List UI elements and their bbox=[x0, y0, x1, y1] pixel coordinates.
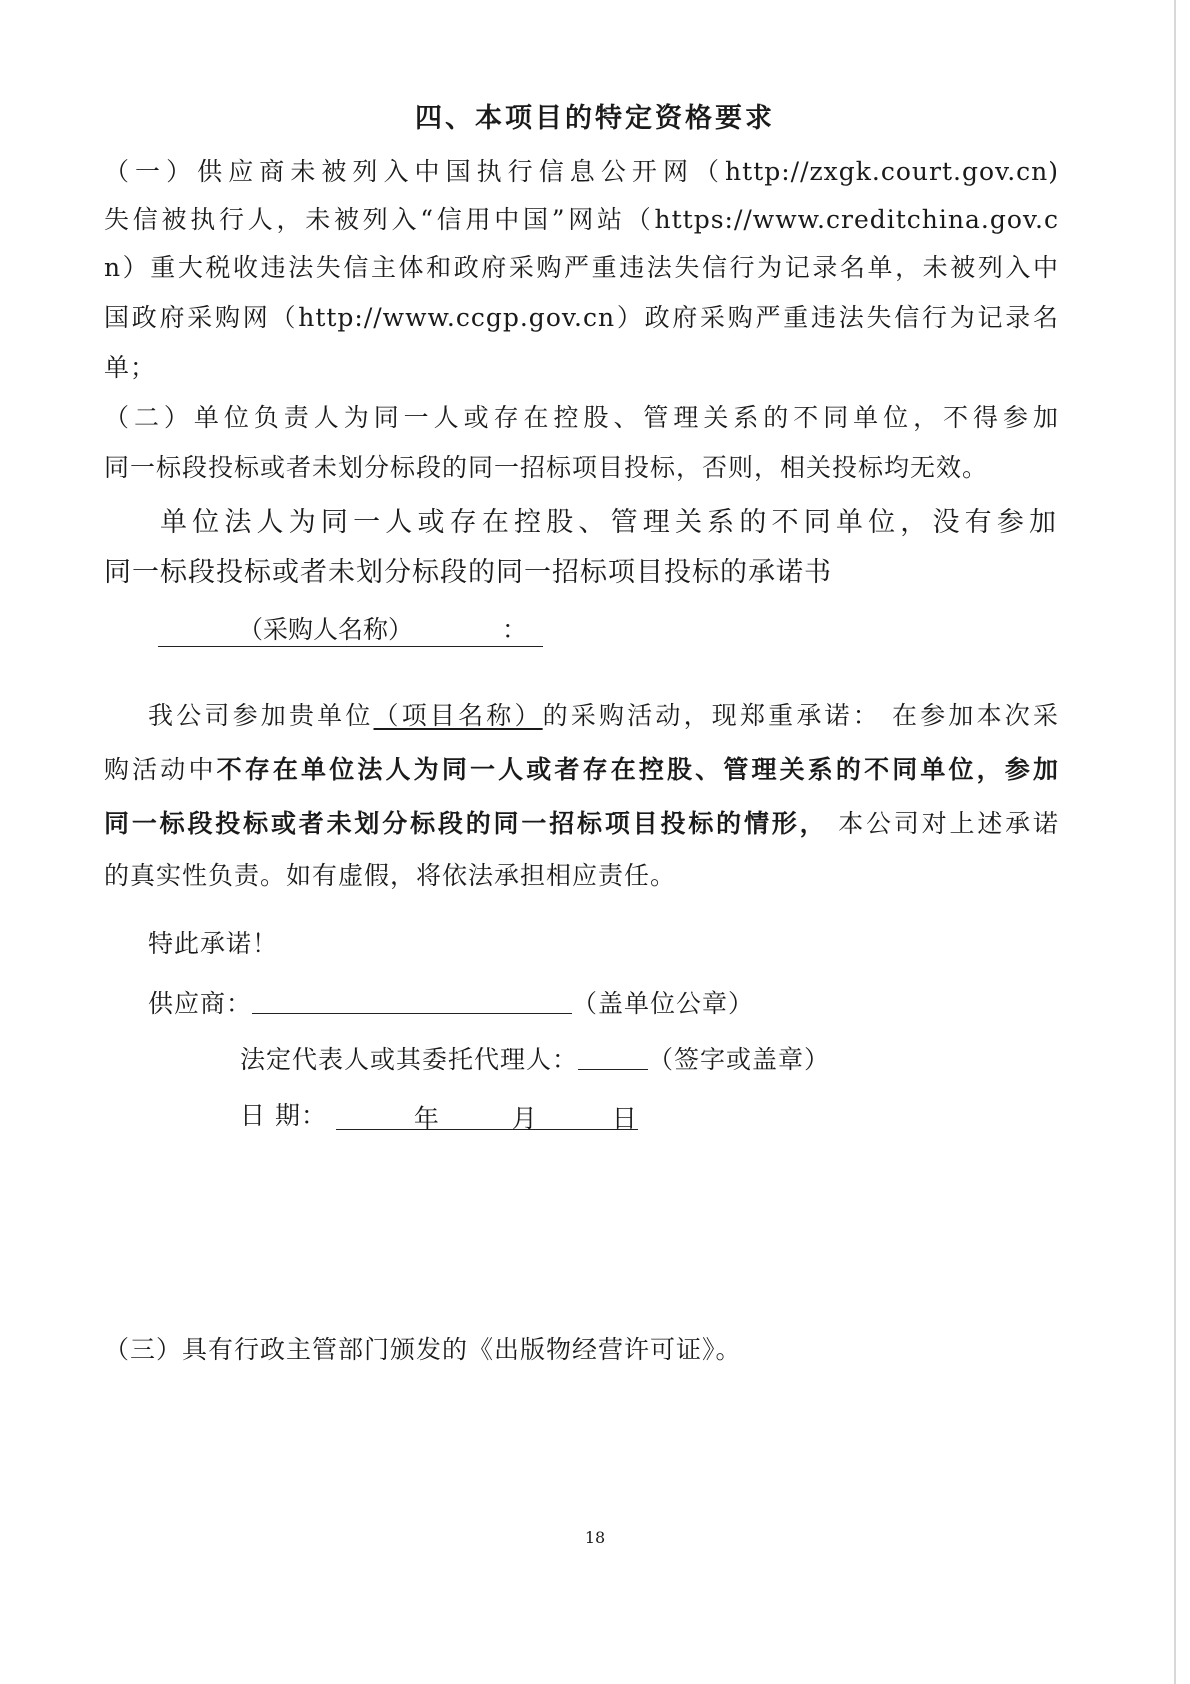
section-title: 四、本项目的特定资格要求 bbox=[415, 103, 775, 134]
page-number: 18 bbox=[584, 1528, 606, 1547]
representative-row bbox=[240, 1040, 830, 1076]
clause-1-line: （一）供应商未被列入中国执行信息公开网（http://zxgk.court.gov.cn) bbox=[104, 157, 1059, 186]
supplier-signature-blank bbox=[252, 987, 572, 1014]
date-month: 月 bbox=[511, 1104, 538, 1133]
date-row bbox=[240, 1096, 638, 1132]
clause-1-line: 失信被执行人，未被列入“信用中国”网站（https://www.creditchina.gov.c bbox=[104, 205, 1059, 234]
supplier-row bbox=[148, 984, 754, 1020]
date-blank bbox=[336, 1099, 638, 1133]
representative-signature-blank bbox=[578, 1043, 648, 1070]
project-name-placeholder: （项目名称） bbox=[373, 701, 543, 730]
clause-1-line: n）重大税收违法失信主体和政府采购严重违法失信行为记录名单，未被列入中 bbox=[104, 253, 1059, 282]
body-bold-statement: 不存在单位法人为同一人或者存在控股、管理关系的不同单位，参加 bbox=[216, 755, 1059, 784]
commitment-body-line bbox=[104, 804, 1059, 840]
date-day: 日 bbox=[611, 1104, 638, 1133]
commitment-heading-line: 同一标段投标或者未划分标段的同一招标项目投标的承诺书 bbox=[104, 557, 832, 588]
date-year: 年 bbox=[413, 1104, 440, 1133]
commitment-body-line bbox=[104, 750, 1059, 786]
body-after-project: 的采购活动，现郑重承诺： 在参加本次采 bbox=[542, 701, 1059, 730]
representative-label: 法定代表人或其委托代理人： bbox=[240, 1045, 579, 1074]
clause-2-line: （二）单位负责人为同一人或存在控股、管理关系的不同单位，不得参加 bbox=[104, 403, 1059, 432]
addressee-colon: ： bbox=[501, 615, 527, 644]
clause-1-line: 单； bbox=[104, 353, 157, 382]
commitment-body-line bbox=[148, 696, 1059, 732]
clause-2-line: 同一标段投标或者未划分标段的同一招标项目投标，否则，相关投标均无效。 bbox=[104, 453, 989, 482]
closing-text: 特此承诺！ bbox=[148, 929, 279, 958]
body-bold-statement: 同一标段投标或者未划分标段的同一招标项目投标的情形， bbox=[104, 809, 828, 838]
commitment-heading-line: 单位法人为同一人或存在控股、管理关系的不同单位，没有参加 bbox=[160, 507, 1057, 538]
body-intro: 我公司参加贵单位 bbox=[148, 701, 374, 730]
representative-note: （签字或盖章） bbox=[648, 1045, 831, 1074]
clause-3: （三）具有行政主管部门颁发的《出版物经营许可证》。 bbox=[104, 1335, 742, 1364]
supplier-label: 供应商： bbox=[148, 989, 253, 1018]
commitment-body-line: 的真实性负责。如有虚假，将依法承担相应责任。 bbox=[104, 861, 677, 890]
addressee-name: （采购人名称） bbox=[238, 615, 414, 644]
supplier-note: （盖单位公章） bbox=[572, 989, 755, 1018]
date-label: 日 期： bbox=[240, 1101, 327, 1130]
scan-edge-line bbox=[1174, 0, 1176, 1684]
clause-1-line: 国政府采购网（http://www.ccgp.gov.cn）政府采购严重违法失信行为记录名 bbox=[104, 303, 1059, 332]
addressee-line bbox=[158, 610, 543, 647]
body-prefix: 购活动中 bbox=[104, 755, 217, 784]
body-after-bold: 本公司对上述承诺 bbox=[827, 809, 1059, 838]
